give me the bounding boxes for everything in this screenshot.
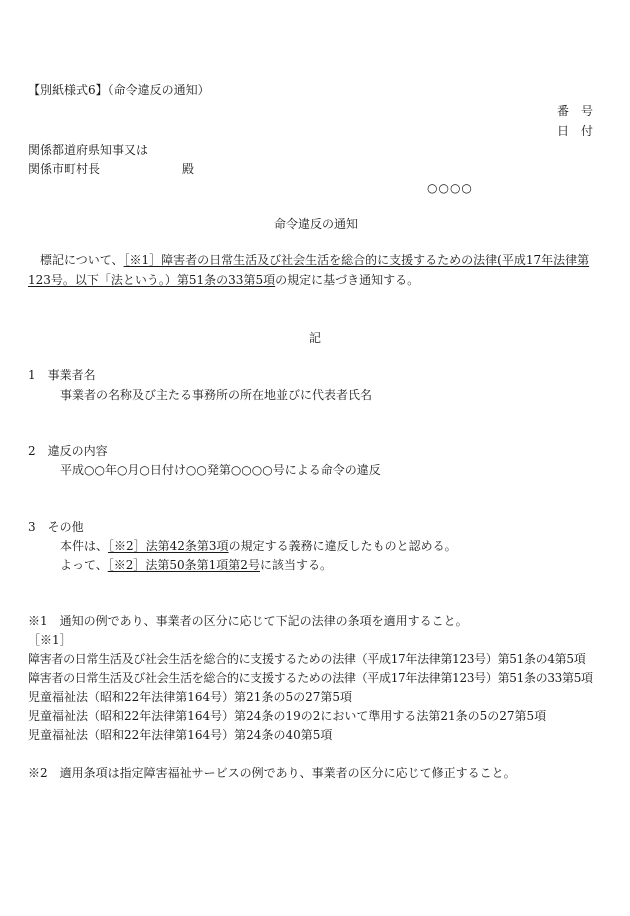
section-1-heading: 1 事業者名	[28, 368, 96, 382]
recipient-line-2: 関係市町村長	[28, 162, 101, 176]
recipient-honorific: 殿	[182, 162, 195, 176]
recipient-line-1: 関係都道府県知事又は	[28, 143, 149, 157]
section-3-line-2: よって、［※2］法第50条第1項第2号に該当する。	[60, 558, 332, 572]
law-item: 児童福祉法（昭和22年法律第164号）第21条の5の27第5項	[28, 690, 352, 704]
law-item: 障害者の日常生活及び社会生活を総合的に支援するための法律（平成17年法律第123号）第51条の4第5項	[28, 652, 586, 666]
document-title: 命令違反の通知	[274, 217, 359, 231]
intro-prefix: 標記について、	[28, 253, 124, 267]
intro-suffix: の規定に基づき通知する。	[275, 273, 420, 287]
section-3-ref-2: ［※2］法第50条第1項第2号	[107, 558, 260, 572]
law-item: 障害者の日常生活及び社会生活を総合的に支援するための法律（平成17年法律第123号）第51条の33第5項	[28, 671, 593, 685]
law-item: 児童福祉法（昭和22年法律第164号）第24条の19の2において準用する法第21条の5の27第5項	[28, 709, 547, 723]
law-item: 児童福祉法（昭和22年法律第164号）第24条の40第5項	[28, 728, 333, 742]
ki-heading: 記	[309, 331, 322, 345]
document-number: 番 号	[557, 104, 594, 118]
document-date: 日 付	[557, 124, 594, 138]
section-1-body: 事業者の名称及び主たる事務所の所在地並びに代表者氏名	[60, 388, 373, 402]
note-1-tag: ［※1］	[28, 633, 72, 647]
note-1: ※1 通知の例であり、事業者の区分に応じて下記の法律の条項を適用すること。	[28, 614, 468, 628]
note-2: ※2 適用条項は指定障害福祉サービスの例であり、事業者の区分に応じて修正すること。	[28, 766, 516, 780]
sender-name: ○○○○	[427, 181, 473, 195]
section-2-heading: 2 違反の内容	[28, 444, 108, 458]
intro-paragraph	[28, 250, 608, 290]
section-2-body: 平成○○年○月○日付け○○発第○○○○号による命令の違反	[60, 463, 381, 477]
section-3-line-1: 本件は、［※2］法第42条第3項の規定する義務に違反したものと認める。	[60, 539, 457, 553]
intro-legal-basis: ［※1］障害者の日常生活及び社会生活を総合的に支援するための法律(平成17年法律第123号。以下「法という。）第51条の33第5項	[28, 253, 590, 287]
section-3-ref-1: ［※2］法第42条第3項	[108, 539, 229, 553]
form-label: 【別紙様式6】（命令違反の通知）	[28, 83, 210, 97]
section-3-heading: 3 その他	[28, 520, 84, 534]
